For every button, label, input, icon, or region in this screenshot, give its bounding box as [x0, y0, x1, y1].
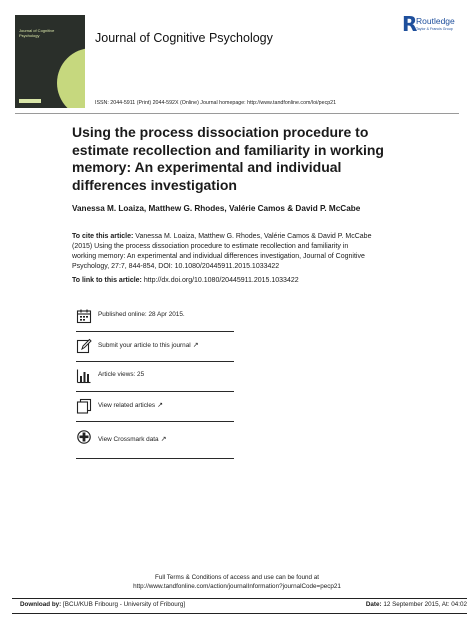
- terms-line: Full Terms & Conditions of access and use can be found at: [154, 574, 320, 581]
- article-authors: Vanessa M. Loaiza, Matthew G. Rhodes, Valérie Camos & David P. McCabe: [72, 204, 361, 213]
- article-views-label: Article views: 25: [98, 371, 145, 378]
- published-online-row: [76, 302, 234, 332]
- submit-article-link[interactable]: [98, 341, 199, 349]
- related-articles-link[interactable]: [98, 401, 163, 409]
- download-date: [366, 601, 467, 608]
- crossmark-link[interactable]: [98, 435, 167, 443]
- row-divider: [76, 458, 234, 459]
- date-label: Date:: [365, 601, 382, 608]
- download-info: [20, 601, 185, 608]
- calendar-icon: [76, 308, 92, 324]
- link-label: To link to this article:: [72, 277, 142, 284]
- document-icon: [76, 398, 92, 414]
- cover-title: Journal of Cognitive Psychology: [19, 28, 55, 38]
- routledge-r-icon: R: [402, 12, 418, 36]
- header-divider: [15, 113, 459, 114]
- download-value: [BCU/KUB Fribourg - University of Fribourg]: [63, 601, 186, 608]
- citation-text: Vanessa M. Loaiza, Matthew G. Rhodes, Valérie Camos & David P. McCabe (2015) Using the process dissociation procedure to estimate recollection and familiarity in working memory: An experimental and individual differences investigation, Journal of Cognitive Psychology, 27:7, 844-854, DOI: 10.1080/20445911.2015.1033422: [72, 233, 372, 270]
- publisher-subtitle: Taylor & Francis Group: [416, 27, 453, 31]
- terms-link[interactable]: http://www.tandfonline.com/action/journalInformation?journalCode=pecp21: [133, 583, 341, 590]
- issn-line[interactable]: ISSN: 2044-5911 (Print) 2044-592X (Online) Journal homepage: http://www.tandfonline.com/loi/pecp21: [95, 100, 337, 106]
- terms-block: [0, 573, 474, 591]
- crossmark-label: View Crossmark data: [98, 436, 159, 443]
- related-articles-row[interactable]: [76, 392, 234, 422]
- crossmark-row[interactable]: [76, 422, 234, 459]
- citation-block: [72, 232, 372, 272]
- published-online-label: Published online: 28 Apr 2015.: [98, 311, 185, 318]
- bar-chart-icon: [76, 368, 92, 384]
- article-doi-link[interactable]: http://dx.doi.org/10.1080/20445911.2015.1033422: [143, 277, 299, 284]
- publisher-logo[interactable]: [402, 13, 462, 37]
- journal-name: Journal of Cognitive Psychology: [95, 31, 273, 45]
- citation-label: To cite this article:: [72, 233, 134, 240]
- submit-article-label: Submit your article to this journal: [98, 342, 191, 349]
- article-title: Using the process dissociation procedure to estimate recollection and familiarity in working memory: An experimental and individual differences investigation: [72, 124, 384, 193]
- download-label: Download by:: [20, 601, 62, 608]
- download-bar: [12, 598, 467, 614]
- journal-cover-thumbnail: [15, 15, 85, 108]
- crossmark-icon: [76, 430, 92, 446]
- external-link-icon: ↗: [192, 342, 199, 349]
- edit-icon: [76, 338, 92, 354]
- external-link-icon: ↗: [160, 436, 167, 443]
- article-link-line: [72, 277, 299, 284]
- cover-strip: [19, 99, 41, 103]
- external-link-icon: ↗: [157, 402, 163, 409]
- date-value: 12 September 2015, At: 04:02: [383, 601, 467, 608]
- publisher-name: Routledge: [416, 16, 455, 26]
- cover-graphic: [57, 48, 85, 108]
- related-articles-label: View related articles: [98, 402, 156, 409]
- article-views-row: [76, 362, 234, 392]
- submit-article-row[interactable]: [76, 332, 234, 362]
